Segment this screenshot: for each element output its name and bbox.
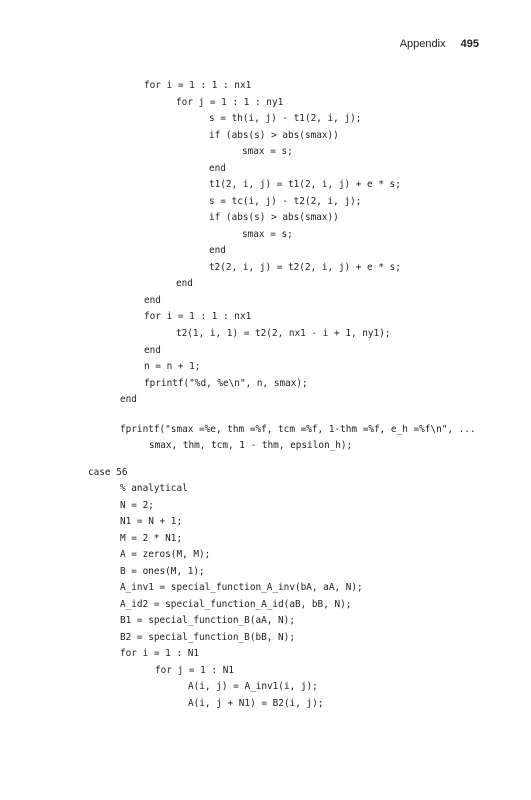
code-line: smax = s; [242,229,293,240]
code-line: t2(1, i, 1) = t2(2, nx1 - i + 1, ny1); [176,328,391,339]
code-line: for i = 1 : N1 [120,648,200,659]
code-line: fprintf("%d, %e\n", n, smax); [144,378,308,389]
code-line: for j = 1 : N1 [155,665,235,676]
code-line: M = 2 * N1; [120,533,183,544]
code-line: end [144,345,161,356]
code-line: A_id2 = special_function_A_id(aB, bB, N); [120,599,352,610]
code-line: % analytical [120,483,188,494]
code-line: end [209,163,226,174]
section-title: Appendix [399,38,446,50]
code-line: A_inv1 = special_function_A_inv(bA, aA, N); [120,582,363,593]
page-number: 495 [460,38,479,50]
code-line: s = th(i, j) - t1(2, i, j); [209,113,362,124]
code-line: A(i, j) = A_inv1(i, j); [188,681,318,692]
code-line: n = n + 1; [144,361,201,372]
code-line: B2 = special_function_B(bB, N); [120,632,295,643]
code-line: t1(2, i, j) = t1(2, i, j) + e * s; [209,179,401,190]
code-line: t2(2, i, j) = t2(2, i, j) + e * s; [209,262,401,273]
code-line: smax, thm, tcm, 1 - thm, epsilon_h); [149,440,353,451]
code-line: case 56 [88,467,128,478]
code-line: end [176,278,193,289]
code-line: s = tc(i, j) - t2(2, i, j); [209,196,362,207]
code-line: A = zeros(M, M); [120,549,211,560]
code-line: end [120,394,137,405]
code-line: fprintf("smax =%e, thm =%f, tcm =%f, 1-thm =%f, e_h =%f\n", ... [120,424,476,435]
code-line: if (abs(s) > abs(smax)) [209,130,339,141]
code-line: for i = 1 : 1 : nx1 [144,80,252,91]
code-line: A(i, j + N1) = B2(i, j); [188,698,324,709]
code-line: B1 = special_function_B(aA, N); [120,615,295,626]
code-line: end [209,245,226,256]
code-line: N = 2; [120,500,154,511]
code-line: if (abs(s) > abs(smax)) [209,212,339,223]
code-line: for i = 1 : 1 : nx1 [144,311,252,322]
code-line: N1 = N + 1; [120,516,183,527]
code-line: smax = s; [242,146,293,157]
code-line: end [144,295,161,306]
code-line: B = ones(M, 1); [120,566,205,577]
code-line: for j = 1 : 1 : ny1 [176,97,284,108]
